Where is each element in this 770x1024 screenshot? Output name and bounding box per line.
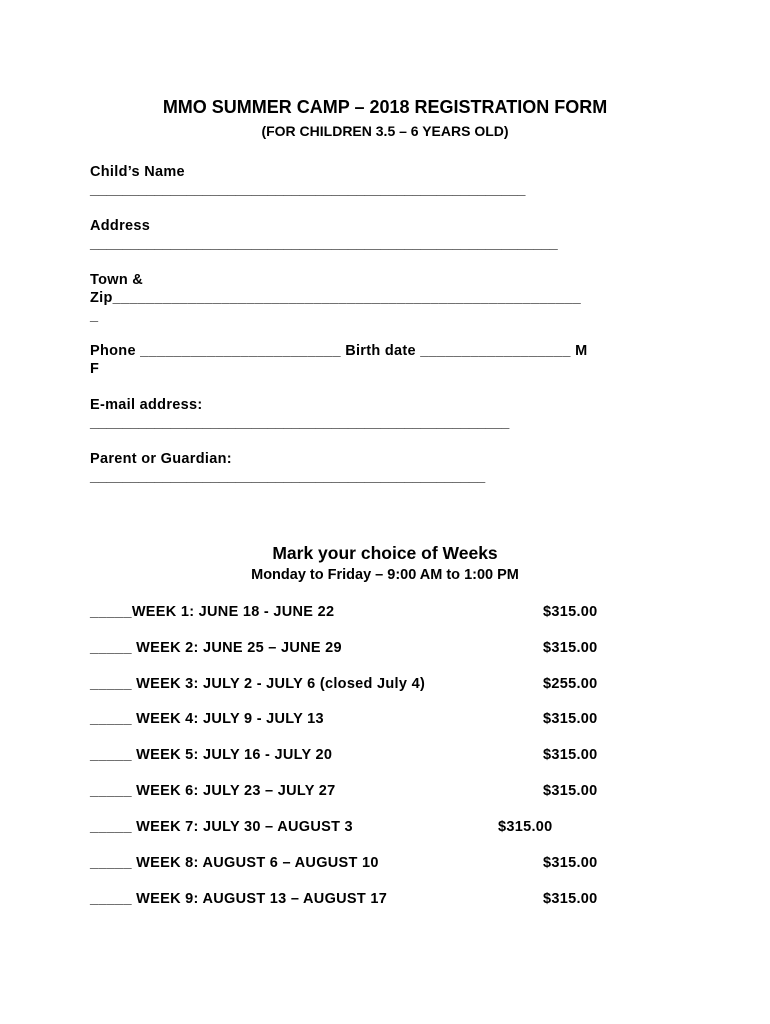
week-2-option[interactable]: _____ WEEK 2: JUNE 25 – JUNE 29 bbox=[90, 640, 342, 656]
week-9-option[interactable]: _____ WEEK 9: AUGUST 13 – AUGUST 17 bbox=[90, 891, 388, 907]
week-7-option[interactable]: _____ WEEK 7: JULY 30 – AUGUST 3 bbox=[90, 819, 353, 835]
phone-birthdate-gender-row[interactable]: Phone ________________________ Birth date __________________ M bbox=[90, 343, 588, 359]
week-2-price: $315.00 bbox=[543, 640, 598, 656]
address-field[interactable]: __________________________________________________________ bbox=[90, 236, 558, 252]
email-field[interactable]: ____________________________________________________ bbox=[90, 415, 510, 431]
week-9-price: $315.00 bbox=[543, 891, 598, 907]
week-3-option[interactable]: _____ WEEK 3: JULY 2 - JULY 6 (closed July 4) bbox=[90, 676, 426, 692]
gender-option-f[interactable]: F bbox=[90, 361, 100, 377]
week-6-option[interactable]: _____ WEEK 6: JULY 23 – JULY 27 bbox=[90, 783, 336, 799]
weeks-heading: Mark your choice of Weeks bbox=[272, 543, 498, 563]
week-1-option[interactable]: _____WEEK 1: JUNE 18 - JUNE 22 bbox=[90, 604, 335, 620]
week-8-price: $315.00 bbox=[543, 855, 598, 871]
week-7-price: $315.00 bbox=[498, 819, 553, 835]
address-label: Address bbox=[90, 218, 151, 234]
form-subtitle: (FOR CHILDREN 3.5 – 6 YEARS OLD) bbox=[261, 123, 509, 139]
week-1-price: $315.00 bbox=[543, 604, 598, 620]
form-title: MMO SUMMER CAMP – 2018 REGISTRATION FORM bbox=[162, 97, 608, 117]
child-name-field[interactable]: ______________________________________________________ bbox=[90, 182, 526, 198]
parent-field[interactable]: _________________________________________________ bbox=[90, 469, 486, 485]
child-name-label: Child’s Name bbox=[90, 164, 185, 180]
week-8-option[interactable]: _____ WEEK 8: AUGUST 6 – AUGUST 10 bbox=[90, 855, 379, 871]
town-label: Town & bbox=[90, 272, 144, 288]
week-5-option[interactable]: _____ WEEK 5: JULY 16 - JULY 20 bbox=[90, 747, 333, 763]
zip-field-overflow: _ bbox=[90, 308, 99, 324]
camp-hours: Monday to Friday – 9:00 AM to 1:00 PM bbox=[251, 567, 519, 583]
email-label: E-mail address: bbox=[90, 397, 203, 413]
week-4-price: $315.00 bbox=[543, 711, 598, 727]
parent-label: Parent or Guardian: bbox=[90, 451, 232, 467]
week-6-price: $315.00 bbox=[543, 783, 598, 799]
zip-field[interactable]: Zip________________________________________________________ bbox=[90, 290, 582, 306]
week-4-option[interactable]: _____ WEEK 4: JULY 9 - JULY 13 bbox=[90, 711, 324, 727]
week-3-price: $255.00 bbox=[543, 676, 598, 692]
week-5-price: $315.00 bbox=[543, 747, 598, 763]
